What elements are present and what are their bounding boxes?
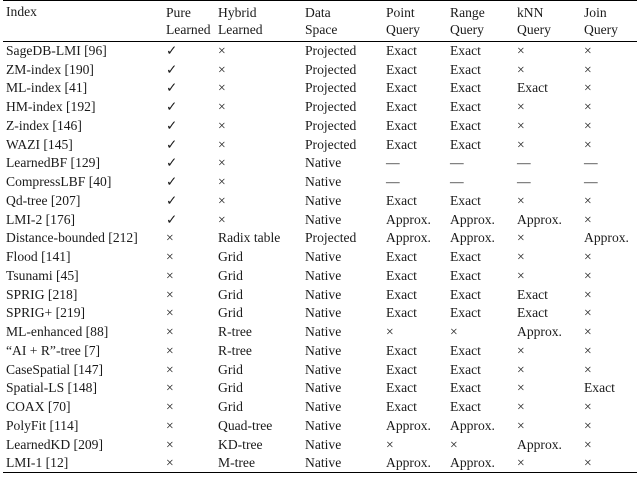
header-join-query-line: Join <box>584 5 607 20</box>
table-row <box>3 285 637 304</box>
cell-pure-learned: × <box>166 230 174 246</box>
cell-knn-query: × <box>517 380 525 396</box>
cell-pure-learned: ✓ <box>166 61 178 77</box>
cell-range-query: Exact <box>450 286 481 302</box>
cell-hybrid-learned: R-tree <box>218 342 252 358</box>
table-row <box>3 417 637 436</box>
cell-point-query: × <box>386 436 394 452</box>
cell-pure-learned: × <box>166 455 174 471</box>
cell-data-space: Projected <box>305 136 357 152</box>
cell-range-query: × <box>450 436 458 452</box>
table-row <box>3 454 637 473</box>
cell-point-query: Exact <box>386 61 417 77</box>
cell-range-query: Exact <box>450 43 481 59</box>
header-index-line: Index <box>6 4 37 19</box>
cell-knn-query: Exact <box>517 80 548 96</box>
cell-data-space: Projected <box>305 61 357 77</box>
cell-join-query: × <box>584 99 592 115</box>
cell-range-query: Exact <box>450 399 481 415</box>
cell-range-query: Exact <box>450 61 481 77</box>
cell-data-space: Native <box>305 436 342 452</box>
cell-range-query: Exact <box>450 249 481 265</box>
cell-knn-query: — <box>517 155 531 171</box>
cell-point-query: Exact <box>386 99 417 115</box>
cell-knn-query: × <box>517 230 525 246</box>
cell-data-space: Projected <box>305 43 357 59</box>
header-point-query-line: Point <box>386 5 415 20</box>
cell-data-space: Native <box>305 305 342 321</box>
cell-range-query: Exact <box>450 305 481 321</box>
cell-join-query: × <box>584 117 592 133</box>
cell-hybrid-learned: Grid <box>218 305 243 321</box>
cell-range-query: × <box>450 324 458 340</box>
cell-data-space: Native <box>305 455 342 471</box>
cell-index: ML-enhanced [88] <box>6 324 109 340</box>
cell-index: Spatial-LS [148] <box>6 380 97 396</box>
cell-hybrid-learned: × <box>218 80 226 96</box>
cell-join-query: × <box>584 305 592 321</box>
cell-hybrid-learned: × <box>218 155 226 171</box>
table-row <box>3 117 637 136</box>
cell-knn-query: × <box>517 455 525 471</box>
cell-join-query: Exact <box>584 380 615 396</box>
header-pure-learned-line: Pure <box>166 5 191 20</box>
cell-point-query: — <box>386 174 400 190</box>
cell-point-query: Exact <box>386 286 417 302</box>
cell-index: COAX [70] <box>6 399 71 415</box>
cell-knn-query: × <box>517 361 525 377</box>
cell-point-query: Approx. <box>386 211 431 227</box>
cell-join-query: — <box>584 174 598 190</box>
table-row <box>3 248 637 267</box>
cell-pure-learned: × <box>166 249 174 265</box>
table-header-row <box>3 1 637 42</box>
cell-knn-query: × <box>517 192 525 208</box>
table-row <box>3 342 637 361</box>
cell-hybrid-learned: Grid <box>218 249 243 265</box>
table-row <box>3 154 637 173</box>
cell-point-query: Exact <box>386 361 417 377</box>
cell-hybrid-learned: Grid <box>218 267 243 283</box>
cell-pure-learned: × <box>166 305 174 321</box>
cell-point-query: Exact <box>386 80 417 96</box>
cell-index: CompressLBF [40] <box>6 174 112 190</box>
table-row <box>3 173 637 192</box>
cell-knn-query: × <box>517 417 525 433</box>
cell-join-query: × <box>584 455 592 471</box>
cell-knn-query: Exact <box>517 305 548 321</box>
cell-range-query: Exact <box>450 117 481 133</box>
header-join-query <box>581 1 637 42</box>
cell-pure-learned: ✓ <box>166 43 178 59</box>
cell-point-query: Exact <box>386 192 417 208</box>
cell-hybrid-learned: Radix table <box>218 230 281 246</box>
cell-pure-learned: ✓ <box>166 211 178 227</box>
cell-point-query: Approx. <box>386 455 431 471</box>
cell-data-space: Native <box>305 399 342 415</box>
cell-pure-learned: × <box>166 399 174 415</box>
cell-hybrid-learned: R-tree <box>218 324 252 340</box>
header-range-query-line: Query <box>450 22 484 37</box>
table-row <box>3 135 637 154</box>
cell-join-query: × <box>584 80 592 96</box>
cell-join-query: × <box>584 399 592 415</box>
table-row <box>3 229 637 248</box>
cell-pure-learned: ✓ <box>166 192 178 208</box>
header-data-space <box>302 1 383 42</box>
cell-pure-learned: ✓ <box>166 80 178 96</box>
cell-hybrid-learned: × <box>218 192 226 208</box>
table-row <box>3 323 637 342</box>
cell-point-query: Approx. <box>386 230 431 246</box>
cell-join-query: Approx. <box>584 230 629 246</box>
cell-knn-query: × <box>517 61 525 77</box>
cell-knn-query: × <box>517 117 525 133</box>
cell-index: PolyFit [114] <box>6 417 79 433</box>
cell-range-query: Exact <box>450 342 481 358</box>
header-knn-query <box>514 1 581 42</box>
cell-range-query: Approx. <box>450 417 495 433</box>
cell-index: LMI-2 [176] <box>6 211 76 227</box>
cell-point-query: Exact <box>386 267 417 283</box>
cell-data-space: Native <box>305 342 342 358</box>
cell-hybrid-learned: × <box>218 136 226 152</box>
header-point-query <box>383 1 447 42</box>
cell-hybrid-learned: × <box>218 117 226 133</box>
header-range-query-line: Range <box>450 5 485 20</box>
cell-hybrid-learned: × <box>218 174 226 190</box>
cell-hybrid-learned: KD-tree <box>218 436 263 452</box>
cell-data-space: Projected <box>305 117 357 133</box>
cell-pure-learned: × <box>166 436 174 452</box>
cell-knn-query: × <box>517 136 525 152</box>
cell-range-query: Exact <box>450 80 481 96</box>
cell-range-query: Exact <box>450 361 481 377</box>
cell-index: Distance-bounded [212] <box>6 230 138 246</box>
table-row <box>3 42 637 61</box>
cell-data-space: Native <box>305 174 342 190</box>
cell-hybrid-learned: Grid <box>218 380 243 396</box>
cell-index: ML-index [41] <box>6 80 88 96</box>
cell-join-query: × <box>584 211 592 227</box>
cell-point-query: Exact <box>386 399 417 415</box>
table-row <box>3 192 637 211</box>
cell-hybrid-learned: × <box>218 43 226 59</box>
cell-knn-query: × <box>517 399 525 415</box>
table-row <box>3 379 637 398</box>
cell-data-space: Projected <box>305 80 357 96</box>
cell-index: LMI-1 [12] <box>6 455 69 471</box>
cell-index: SPRIG [218] <box>6 286 78 302</box>
cell-join-query: × <box>584 192 592 208</box>
cell-knn-query: × <box>517 342 525 358</box>
cell-hybrid-learned: × <box>218 61 226 77</box>
cell-pure-learned: ✓ <box>166 136 178 152</box>
cell-index: WAZI [145] <box>6 136 73 152</box>
header-index <box>3 1 163 42</box>
cell-join-query: × <box>584 342 592 358</box>
header-pure-learned <box>163 1 215 42</box>
cell-index: SPRIG+ [219] <box>6 305 86 321</box>
table-row <box>3 79 637 98</box>
cell-range-query: Exact <box>450 136 481 152</box>
cell-index: HM-index [192] <box>6 99 96 115</box>
cell-pure-learned: × <box>166 361 174 377</box>
cell-index: SageDB-LMI [96] <box>6 43 107 59</box>
cell-index: Z-index [146] <box>6 117 82 133</box>
cell-data-space: Native <box>305 380 342 396</box>
cell-data-space: Native <box>305 155 342 171</box>
cell-range-query: — <box>450 155 464 171</box>
cell-knn-query: × <box>517 249 525 265</box>
cell-knn-query: × <box>517 267 525 283</box>
cell-pure-learned: × <box>166 267 174 283</box>
table-row <box>3 304 637 323</box>
table-body <box>3 42 637 473</box>
cell-point-query: × <box>386 324 394 340</box>
cell-knn-query: Approx. <box>517 436 562 452</box>
table-row <box>3 210 637 229</box>
cell-range-query: Approx. <box>450 230 495 246</box>
cell-pure-learned: × <box>166 286 174 302</box>
cell-pure-learned: ✓ <box>166 99 178 115</box>
cell-pure-learned: × <box>166 380 174 396</box>
cell-pure-learned: × <box>166 417 174 433</box>
cell-point-query: Exact <box>386 305 417 321</box>
cell-hybrid-learned: M-tree <box>218 455 255 471</box>
cell-range-query: Exact <box>450 380 481 396</box>
cell-range-query: Exact <box>450 267 481 283</box>
table-row <box>3 98 637 117</box>
cell-hybrid-learned: × <box>218 99 226 115</box>
cell-pure-learned: ✓ <box>166 117 178 133</box>
header-knn-query-line: Query <box>517 22 551 37</box>
cell-range-query: Exact <box>450 99 481 115</box>
cell-join-query: × <box>584 267 592 283</box>
cell-index: Flood [141] <box>6 249 71 265</box>
cell-join-query: × <box>584 61 592 77</box>
header-hybrid-learned-line: Learned <box>218 22 263 37</box>
cell-point-query: Approx. <box>386 417 431 433</box>
cell-pure-learned: × <box>166 324 174 340</box>
cell-pure-learned: × <box>166 342 174 358</box>
cell-hybrid-learned: Grid <box>218 361 243 377</box>
table-row <box>3 398 637 417</box>
cell-hybrid-learned: Grid <box>218 286 243 302</box>
header-data-space-line: Data <box>305 5 331 20</box>
cell-join-query: × <box>584 417 592 433</box>
cell-join-query: × <box>584 43 592 59</box>
header-point-query-line: Query <box>386 22 420 37</box>
header-pure-learned-line: Learned <box>166 22 211 37</box>
cell-data-space: Projected <box>305 99 357 115</box>
cell-join-query: — <box>584 155 598 171</box>
cell-range-query: — <box>450 174 464 190</box>
cell-knn-query: Approx. <box>517 211 562 227</box>
cell-pure-learned: ✓ <box>166 155 178 171</box>
cell-index: ZM-index [190] <box>6 61 94 77</box>
cell-index: LearnedBF [129] <box>6 155 100 171</box>
cell-join-query: × <box>584 324 592 340</box>
cell-point-query: Exact <box>386 380 417 396</box>
cell-knn-query: Exact <box>517 286 548 302</box>
header-range-query <box>447 1 514 42</box>
cell-hybrid-learned: Grid <box>218 399 243 415</box>
cell-data-space: Native <box>305 211 342 227</box>
cell-point-query: Exact <box>386 136 417 152</box>
cell-point-query: Exact <box>386 249 417 265</box>
cell-range-query: Exact <box>450 192 481 208</box>
cell-index: Qd-tree [207] <box>6 192 81 208</box>
cell-join-query: × <box>584 436 592 452</box>
cell-index: CaseSpatial [147] <box>6 361 104 377</box>
header-join-query-line: Query <box>584 22 618 37</box>
cell-point-query: — <box>386 155 400 171</box>
cell-data-space: Native <box>305 192 342 208</box>
cell-point-query: Exact <box>386 43 417 59</box>
table-row <box>3 60 637 79</box>
table-row <box>3 267 637 286</box>
table-row <box>3 360 637 379</box>
cell-pure-learned: ✓ <box>166 174 178 190</box>
cell-hybrid-learned: × <box>218 211 226 227</box>
cell-data-space: Native <box>305 361 342 377</box>
cell-join-query: × <box>584 361 592 377</box>
cell-index: Tsunami [45] <box>6 267 79 283</box>
cell-index: LearnedKD [209] <box>6 436 104 452</box>
index-comparison-table <box>3 0 637 473</box>
cell-knn-query: Approx. <box>517 324 562 340</box>
cell-index: “AI + R”-tree [7] <box>6 342 101 358</box>
cell-join-query: × <box>584 286 592 302</box>
cell-data-space: Native <box>305 267 342 283</box>
cell-join-query: × <box>584 249 592 265</box>
cell-join-query: × <box>584 136 592 152</box>
cell-range-query: Approx. <box>450 455 495 471</box>
table-row <box>3 435 637 454</box>
cell-point-query: Exact <box>386 342 417 358</box>
cell-data-space: Projected <box>305 230 357 246</box>
cell-data-space: Native <box>305 324 342 340</box>
header-knn-query-line: kNN <box>517 5 544 20</box>
cell-hybrid-learned: Quad-tree <box>218 417 273 433</box>
header-data-space-line: Space <box>305 22 338 37</box>
cell-knn-query: — <box>517 174 531 190</box>
cell-range-query: Approx. <box>450 211 495 227</box>
cell-data-space: Native <box>305 286 342 302</box>
header-hybrid-learned <box>215 1 302 42</box>
cell-point-query: Exact <box>386 117 417 133</box>
cell-data-space: Native <box>305 249 342 265</box>
cell-knn-query: × <box>517 43 525 59</box>
cell-data-space: Native <box>305 417 342 433</box>
cell-knn-query: × <box>517 99 525 115</box>
header-hybrid-learned-line: Hybrid <box>218 5 257 20</box>
